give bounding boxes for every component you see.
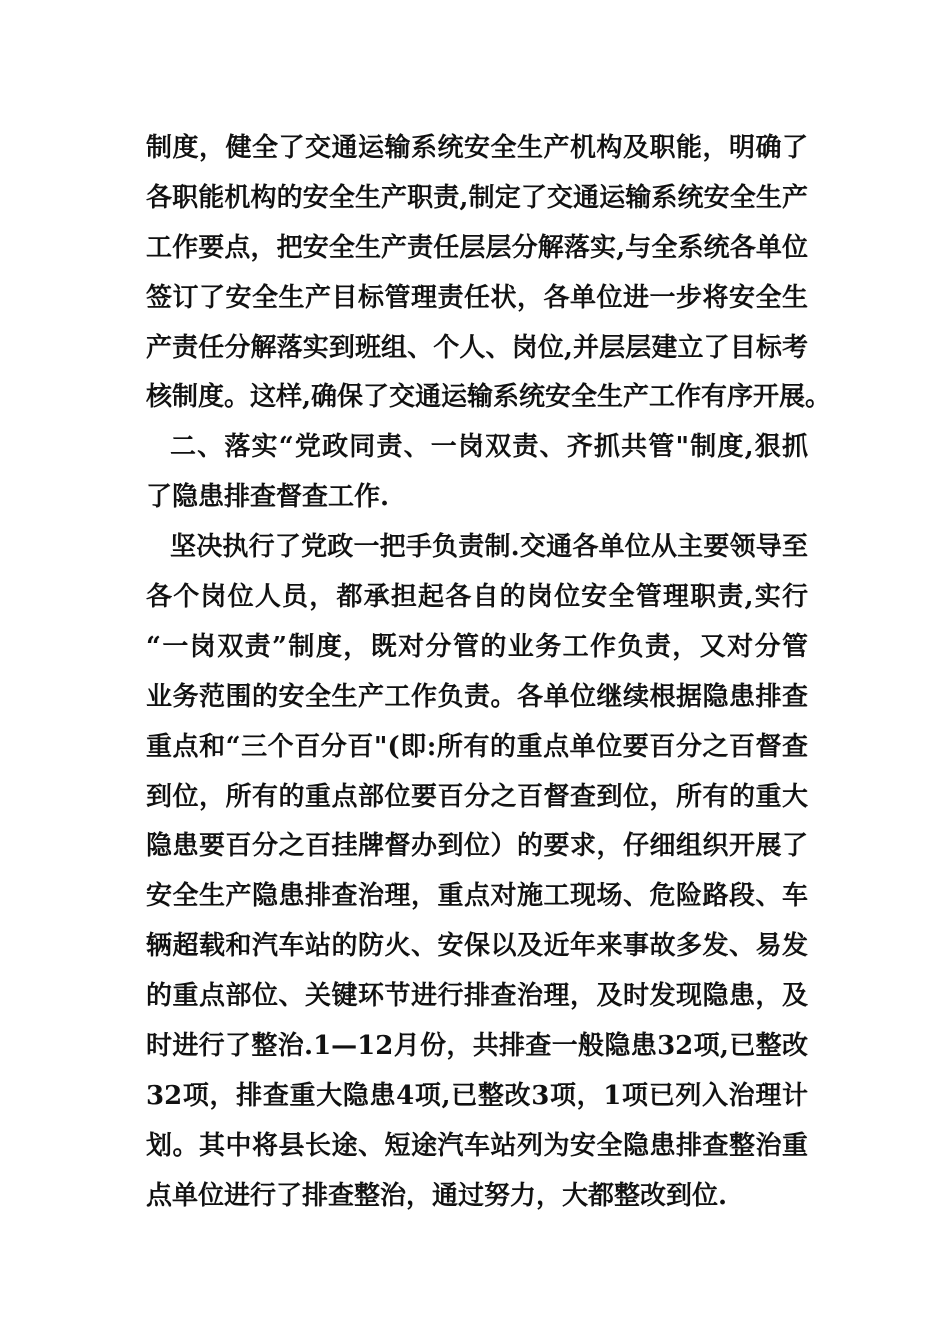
heading-line: 二、落实“党政同责、一岗双责、齐抓共管"制度,狠抓 [170, 432, 808, 463]
section-heading-2 [146, 423, 808, 523]
text-line: 各职能机构的安全生产职责,制定了交通运输系统安全生产 [146, 182, 808, 213]
text-line: 辆超载和汽车站的防火、安保以及近年来事故多发、易发 [146, 931, 808, 962]
text-line: 划。其中将县长途、短途汽车站列为安全隐患排查整治重 [146, 1130, 808, 1161]
text-line: 各个岗位人员，都承担起各自的岗位安全管理职责,实行 [146, 582, 808, 613]
text-line: 安全生产隐患排查治理，重点对施工现场、危险路段、车 [146, 881, 808, 912]
heading-line: 了隐患排查督查工作. [146, 482, 390, 513]
document-page [146, 124, 832, 1222]
text-line: 坚决执行了党政一把手负责制.交通各单位从主要领导至 [170, 532, 808, 563]
text-line: “一岗双责”制度，既对分管的业务工作负责，又对分管 [146, 631, 808, 662]
text-line: 制度，健全了交通运输系统安全生产机构及职能，明确了 [146, 133, 808, 163]
text-line: 的重点部位、关键环节进行排查治理，及时发现隐患，及 [146, 981, 808, 1012]
text-line: 核制度。这样,确保了交通运输系统安全生产工作有序开展。 [146, 382, 832, 413]
paragraph-responsibility-system [146, 124, 832, 423]
text-line: 签订了安全生产目标管理责任状，各单位进一步将安全生 [146, 282, 808, 313]
text-line: 32项，排查重大隐患4项,已整改3项，1项已列入治理计 [146, 1080, 808, 1111]
text-line: 点单位进行了排查整治，通过努力，大都整改到位. [146, 1180, 728, 1211]
text-line: 时进行了整治.1—12月份，共排查一般隐患32项,已整改 [146, 1031, 808, 1062]
text-line: 重点和“三个百分百"(即:所有的重点单位要百分之百督查 [146, 731, 808, 762]
text-line: 工作要点，把安全生产责任层层分解落实,与全系统各单位 [146, 232, 808, 263]
text-line: 到位，所有的重点部位要百分之百督查到位，所有的重大 [146, 781, 808, 812]
text-line: 业务范围的安全生产工作负责。各单位继续根据隐患排查 [146, 681, 808, 712]
text-line: 产责任分解落实到班组、个人、岗位,并层层建立了目标考 [146, 332, 808, 363]
paragraph-hazard-inspection [146, 523, 808, 1221]
text-line: 隐患要百分之百挂牌督办到位）的要求，仔细组织开展了 [146, 831, 808, 862]
